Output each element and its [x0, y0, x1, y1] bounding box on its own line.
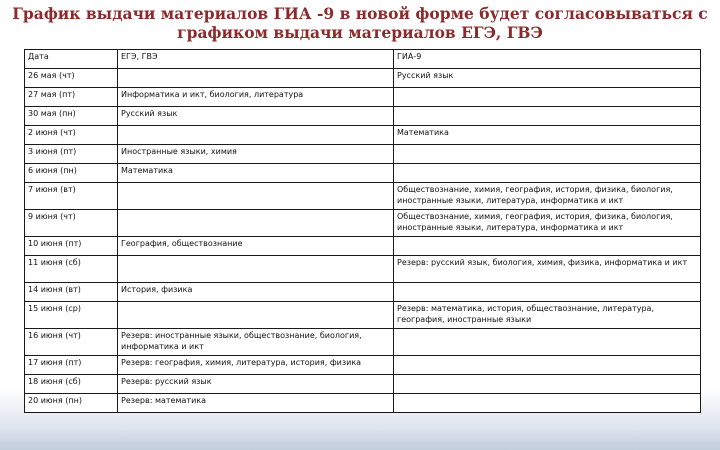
cell-gia9: Обществознание, химия, география, история, физика, биология, иностранные языки, литература, информатика и икт	[394, 183, 701, 210]
cell-ege-gve	[118, 126, 394, 145]
cell-date: 3 июня (пт)	[25, 145, 118, 164]
table-row	[25, 237, 701, 256]
cell-ege-gve	[118, 210, 394, 237]
table-row	[25, 69, 701, 88]
table-row	[25, 126, 701, 145]
table-row	[25, 302, 701, 329]
page-title-line-1: График выдачи материалов ГИА -9 в новой форме будет согласовываться с	[12, 4, 708, 23]
cell-ege-gve: Иностранные языки, химия	[118, 145, 394, 164]
table-row	[25, 164, 701, 183]
cell-gia9	[394, 164, 701, 183]
cell-ege-gve	[118, 183, 394, 210]
cell-gia9	[394, 88, 701, 107]
cell-date: 6 июня (пн)	[25, 164, 118, 183]
table-row	[25, 145, 701, 164]
cell-gia9: Обществознание, химия, география, история, физика, биология, иностранные языки, литература, информатика и икт	[394, 210, 701, 237]
page-title-line-2: графиком выдачи материалов ЕГЭ, ГВЭ	[177, 23, 543, 42]
slide-bottom-band	[0, 428, 720, 450]
cell-date: 18 июня (сб)	[25, 375, 118, 394]
cell-ege-gve: Информатика и икт, биология, литература	[118, 88, 394, 107]
cell-date: 2 июня (чт)	[25, 126, 118, 145]
cell-ege-gve: История, физика	[118, 283, 394, 302]
cell-ege-gve: Математика	[118, 164, 394, 183]
table-row	[25, 256, 701, 283]
cell-gia9	[394, 107, 701, 126]
cell-date: 17 июня (пт)	[25, 356, 118, 375]
cell-date: 14 июня (вт)	[25, 283, 118, 302]
cell-date: 7 июня (вт)	[25, 183, 118, 210]
header-ege-gve: ЕГЭ, ГВЭ	[118, 50, 394, 69]
cell-ege-gve: Резерв: математика	[118, 394, 394, 413]
header-gia9: ГИА-9	[394, 50, 701, 69]
table-row	[25, 329, 701, 356]
cell-gia9: Математика	[394, 126, 701, 145]
cell-date: 10 июня (пт)	[25, 237, 118, 256]
cell-gia9	[394, 237, 701, 256]
cell-gia9	[394, 283, 701, 302]
cell-ege-gve: География, обществознание	[118, 237, 394, 256]
cell-gia9: Русский язык	[394, 69, 701, 88]
cell-gia9	[394, 356, 701, 375]
table-row	[25, 183, 701, 210]
cell-gia9	[394, 375, 701, 394]
cell-date: 16 июня (чт)	[25, 329, 118, 356]
table-row	[25, 394, 701, 413]
cell-ege-gve: Резерв: география, химия, литература, история, физика	[118, 356, 394, 375]
table-header-row	[25, 50, 701, 69]
table-row	[25, 88, 701, 107]
table-row	[25, 283, 701, 302]
cell-ege-gve: Русский язык	[118, 107, 394, 126]
cell-ege-gve	[118, 69, 394, 88]
table-row	[25, 356, 701, 375]
cell-date: 9 июня (чт)	[25, 210, 118, 237]
cell-ege-gve	[118, 302, 394, 329]
cell-gia9	[394, 329, 701, 356]
cell-date: 26 мая (чт)	[25, 69, 118, 88]
header-date: Дата	[25, 50, 118, 69]
schedule-table	[24, 49, 701, 413]
table-row	[25, 375, 701, 394]
page-title	[0, 4, 720, 42]
table-row	[25, 210, 701, 237]
cell-date: 15 июня (ср)	[25, 302, 118, 329]
cell-date: 20 июня (пн)	[25, 394, 118, 413]
table-row	[25, 107, 701, 126]
cell-gia9: Резерв: русский язык, биология, химия, физика, информатика и икт	[394, 256, 701, 283]
cell-gia9	[394, 394, 701, 413]
cell-date: 27 мая (пт)	[25, 88, 118, 107]
cell-ege-gve: Резерв: иностранные языки, обществознание, биология, информатика и икт	[118, 329, 394, 356]
cell-ege-gve: Резерв: русский язык	[118, 375, 394, 394]
cell-gia9	[394, 145, 701, 164]
cell-gia9: Резерв: математика, история, обществознание, литература, география, иностранные языки	[394, 302, 701, 329]
cell-date: 11 июня (сб)	[25, 256, 118, 283]
cell-ege-gve	[118, 256, 394, 283]
cell-date: 30 мая (пн)	[25, 107, 118, 126]
